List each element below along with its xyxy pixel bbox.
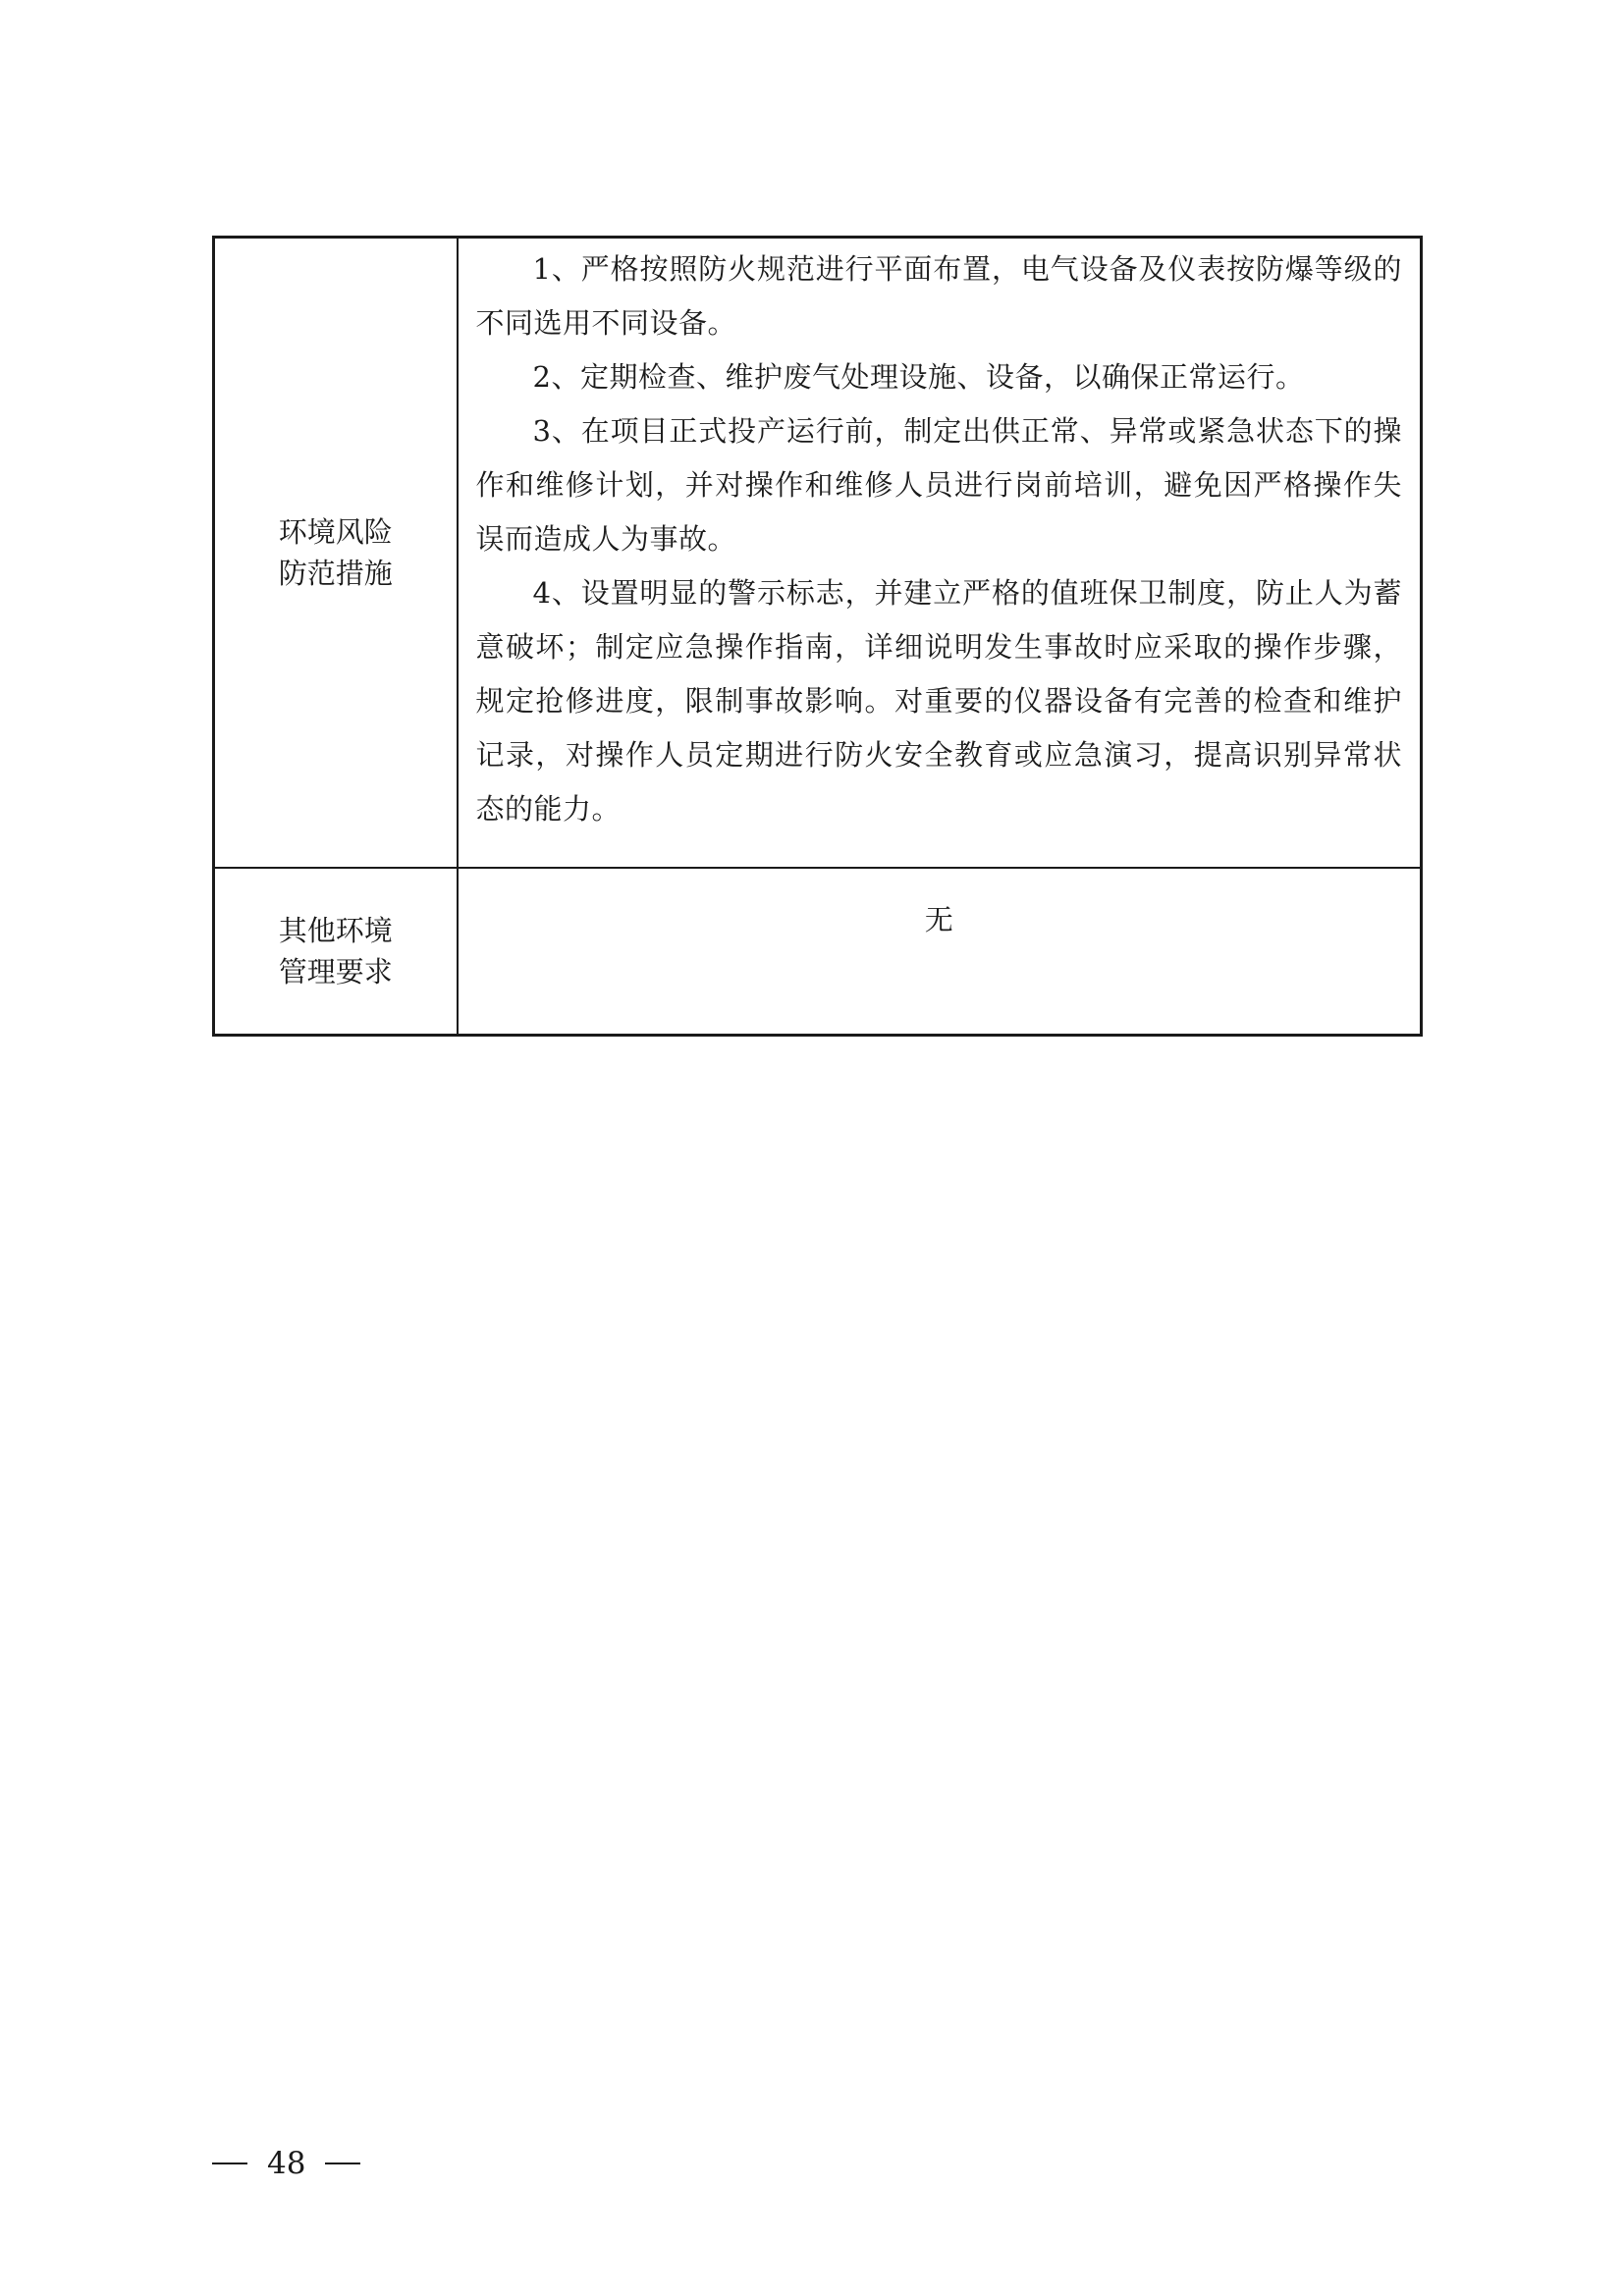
measure-paragraph-3: 3、在项目正式投产运行前，制定出供正常、异常或紧急状态下的操作和维修计划，并对操作和维修人员进行岗前培训，避免因严格操作失误而造成人为事故。 xyxy=(475,414,1402,556)
table-row-other-requirements xyxy=(214,868,1422,1036)
right-dash xyxy=(325,2163,360,2164)
other-requirements-value: 无 xyxy=(458,868,1422,1036)
left-dash xyxy=(212,2163,247,2164)
page-footer xyxy=(212,2146,360,2181)
row-label-line: 防范措施 xyxy=(278,557,393,590)
row-label-risk-prevention xyxy=(214,238,458,869)
table-row-risk-prevention xyxy=(214,238,1422,869)
risk-prevention-content xyxy=(458,238,1422,869)
measure-paragraph-1: 1、严格按照防火规范进行平面布置，电气设备及仪表按防爆等级的不同选用不同设备。 xyxy=(475,252,1402,340)
page-number: 48 xyxy=(267,2146,306,2181)
row-label-line: 其他环境 xyxy=(278,914,393,947)
row-label-other-requirements xyxy=(214,868,458,1036)
measure-paragraph-4: 4、设置明显的警示标志，并建立严格的值班保卫制度，防止人为蓄意破坏；制定应急操作指南，详细说明发生事故时应采取的操作步骤，规定抢修进度，限制事故影响。对重要的仪器设备有完善的检查和维护记录，对操作人员定期进行防火安全教育或应急演习，提高识别异常状态的能力。 xyxy=(475,576,1402,826)
row-label-line: 环境风险 xyxy=(278,515,393,549)
row-label-line: 管理要求 xyxy=(278,955,393,988)
environment-measures-table xyxy=(212,236,1423,1037)
measure-paragraph-2: 2、定期检查、维护废气处理设施、设备，以确保正常运行。 xyxy=(532,360,1305,394)
